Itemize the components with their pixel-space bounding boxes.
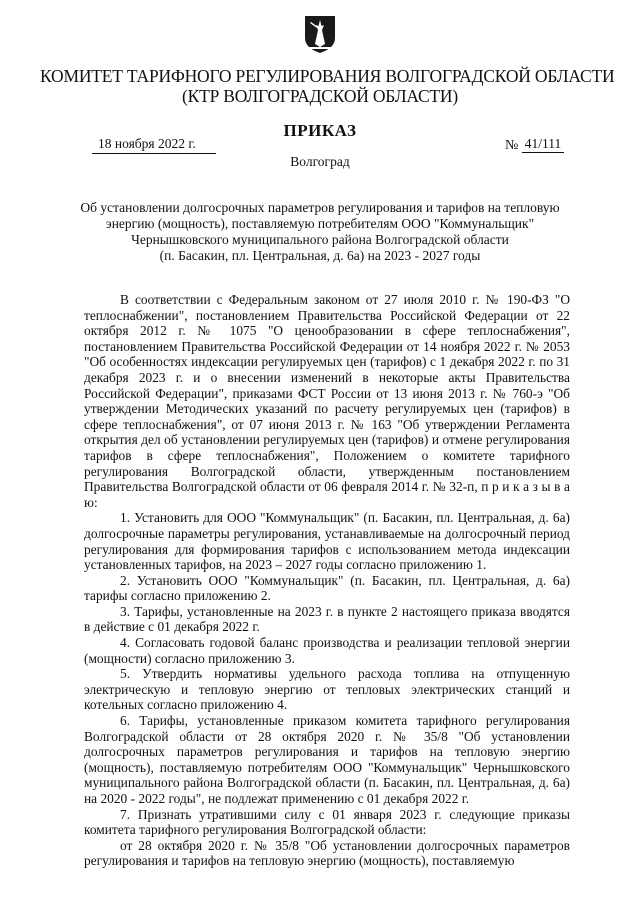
organization-short-name: (КТР ВОЛГОГРАДСКОЙ ОБЛАСТИ) bbox=[182, 86, 458, 106]
body-paragraph: 4. Согласовать годовой баланс производства и реализации тепловой энергии (мощности) согласно приложению 3. bbox=[84, 635, 570, 666]
coat-of-arms-icon bbox=[303, 14, 337, 54]
document-type: ПРИКАЗ bbox=[283, 121, 357, 140]
body-paragraph: 1. Установить для ООО "Коммунальщик" (п. Басакин, пл. Центральная, д. 6а) долгосрочные параметры регулирования, устанавливаемые на долгосрочный период регулирования для формирования тарифов с использованием метода индексации установленных тарифов, на 2023 – 2027 годы согласно приложению 1. bbox=[84, 510, 570, 573]
order-body bbox=[84, 292, 570, 869]
order-date: 18 ноября 2022 г. bbox=[92, 136, 216, 154]
order-number: 41/111 bbox=[522, 136, 564, 153]
subject-line: Чернышковского муниципального района Волгоградской области bbox=[131, 232, 509, 247]
order-subject bbox=[80, 200, 560, 264]
subject-line: энергию (мощность), поставляемую потребителям ООО "Коммунальщик" bbox=[105, 216, 535, 231]
body-paragraph: В соответствии с Федеральным законом от 27 июля 2010 г. № 190-ФЗ "О теплоснабжении", постановлением Правительства Российской Федерации от 22 октября 2012 г. № 1075 "О ценообразовании в сфере теплоснабжения", постановлением Правительства Российской Федерации от 14 ноября 2022 г. № 2053 "Об особенностях индексации регулируемых цен (тарифов) с 1 декабря 2022 г. по 31 декабря 2023 г. и о внесении изменений в некоторые акты Правительства Российской Федерации", приказами ФСТ России от 13 июня 2013 г. № 760-э "Об утверждении Методических указаний по расчету регулируемых цен (тарифов) в сфере теплоснабжения", от 07 июня 2013 г. № 163 "Об утверждении Регламента открытия дел об установлении регулируемых цен (тарифов) и отмене регулирования тарифов в сфере теплоснабжения", Положением о комитете тарифного регулирования Волгоградской области, утвержденным постановлением Правительства Волгоградской области от 06 февраля 2014 г. № 32-п, п р и к а з ы в а ю: bbox=[84, 292, 570, 510]
organization-name: КОМИТЕТ ТАРИФНОГО РЕГУЛИРОВАНИЯ ВОЛГОГРАДСКОЙ ОБЛАСТИ bbox=[40, 66, 615, 86]
body-paragraph: 6. Тарифы, установленные приказом комитета тарифного регулирования Волгоградской области от 28 октября 2020 г. № 35/8 "Об установлении долгосрочных параметров регулирования и тарифов на тепловую энергию (мощность), поставляемую потребителям ООО "Коммунальщик" Чернышковского муниципального района Волгоградской области (п. Басакин, пл. Центральная, д. 6а) на 2020 - 2022 годы", не подлежат применению с 01 декабря 2022 г. bbox=[84, 713, 570, 806]
body-paragraph: от 28 октября 2020 г. № 35/8 "Об установлении долгосрочных параметров регулирования и тарифов на тепловую энергию (мощность), поставляемую bbox=[84, 837, 570, 869]
body-paragraph: 7. Признать утратившими силу с 01 января 2023 г. следующие приказы комитета тарифного регулирования Волгоградской области: bbox=[84, 806, 570, 838]
subject-line: Об установлении долгосрочных параметров регулирования и тарифов на тепловую bbox=[80, 200, 560, 215]
body-paragraph: 3. Тарифы, установленные на 2023 г. в пункте 2 настоящего приказа вводятся в действие с 01 декабря 2022 г. bbox=[84, 603, 570, 635]
order-city: Волгоград bbox=[290, 154, 350, 169]
order-number-label: № bbox=[505, 138, 519, 153]
body-paragraph: 5. Утвердить нормативы удельного расхода топлива на отпущенную электрическую и тепловую энергию от тепловых электрических станций и котельных согласно приложению 4. bbox=[84, 666, 570, 713]
body-paragraph: 2. Установить ООО "Коммунальщик" (п. Басакин, пл. Центральная, д. 6а) тарифы согласно приложению 2. bbox=[84, 572, 570, 604]
subject-line: (п. Басакин, пл. Центральная, д. 6а) на 2023 - 2027 годы bbox=[159, 248, 481, 263]
